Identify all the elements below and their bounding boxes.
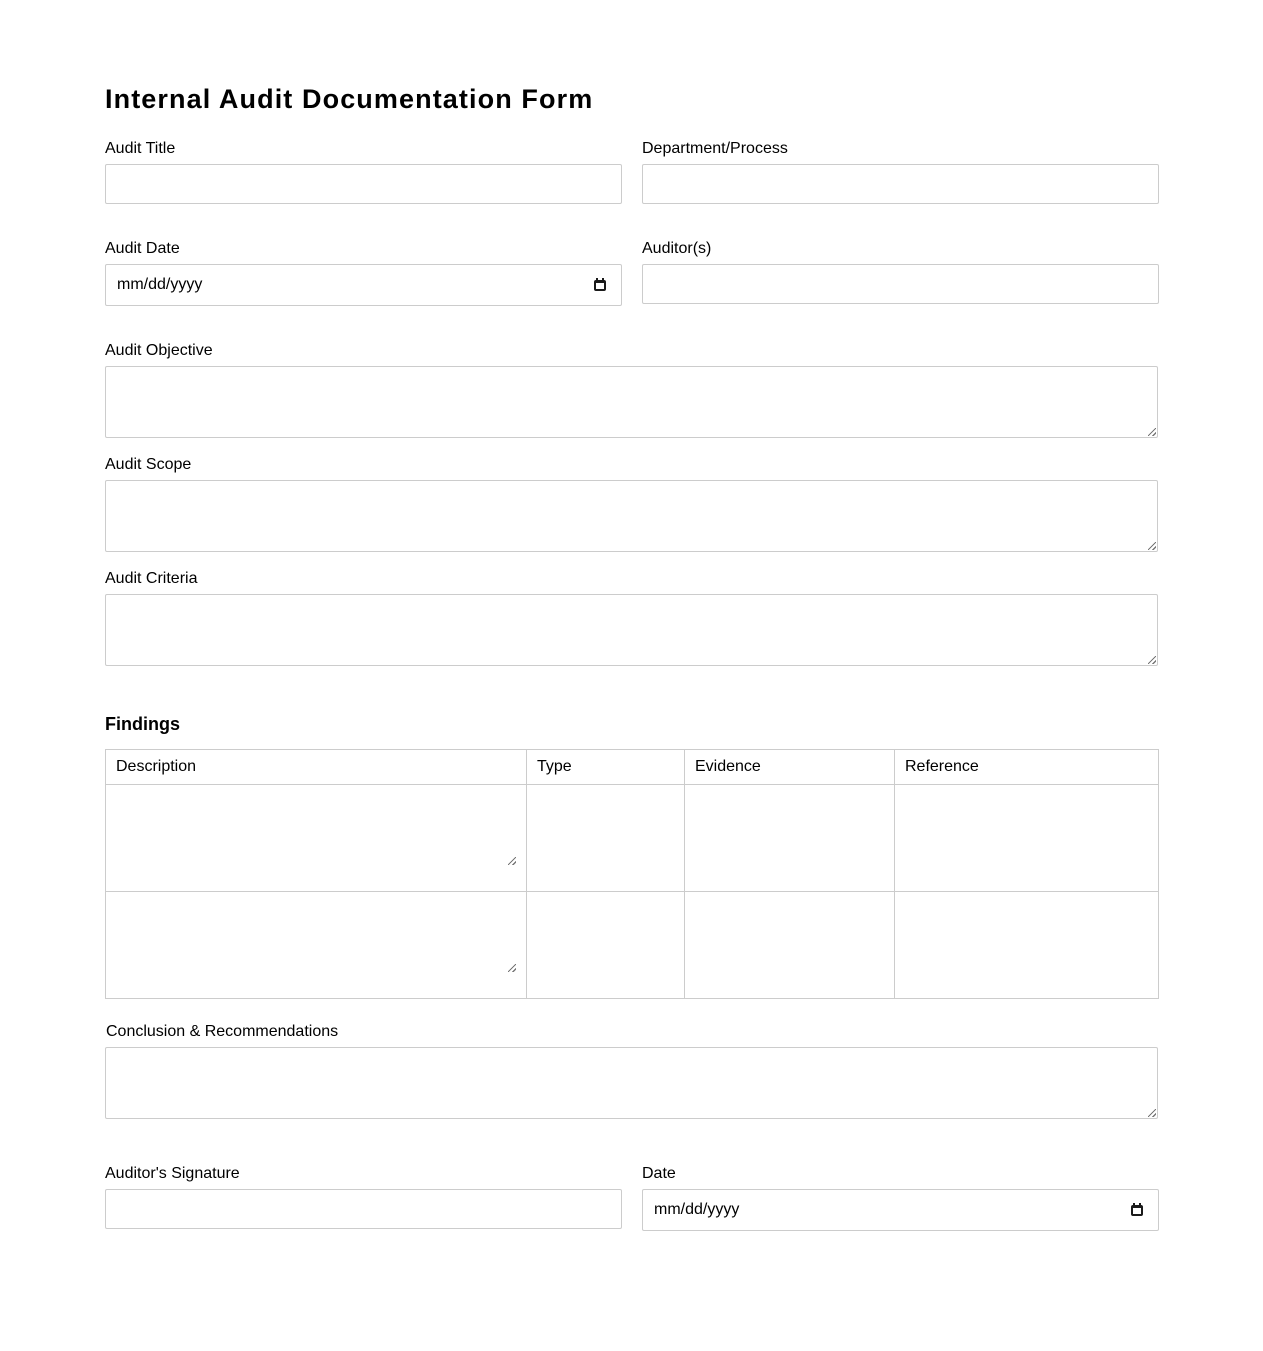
conclusion-label: Conclusion & Recommendations [106, 1023, 339, 1040]
type-cell[interactable] [527, 785, 685, 892]
column-header-type: Type [527, 750, 685, 785]
objective-wrapper [105, 366, 1158, 438]
objective-label: Audit Objective [105, 342, 213, 359]
findings-header-row [106, 750, 1159, 785]
findings-heading: Findings [105, 714, 180, 734]
audit-title-input[interactable] [105, 164, 622, 204]
column-header-reference: Reference [895, 750, 1159, 785]
table-row [106, 785, 1159, 892]
page-title: Internal Audit Documentation Form [105, 84, 594, 114]
auditors-input[interactable] [642, 264, 1159, 304]
auditors-label: Auditor(s) [642, 240, 712, 257]
audit-date-placeholder: mm/dd/yyyy [117, 276, 203, 293]
evidence-cell[interactable] [685, 785, 895, 892]
criteria-textarea[interactable] [105, 594, 1158, 666]
scope-textarea[interactable] [105, 480, 1158, 552]
scope-label: Audit Scope [105, 456, 192, 473]
criteria-label: Audit Criteria [105, 570, 198, 587]
type-cell[interactable] [527, 892, 685, 999]
audit-date-input[interactable] [105, 264, 622, 306]
department-input[interactable] [642, 164, 1159, 204]
scope-wrapper [105, 480, 1158, 552]
findings-table [105, 749, 1159, 999]
evidence-cell[interactable] [685, 892, 895, 999]
criteria-wrapper [105, 594, 1158, 666]
department-label: Department/Process [642, 140, 788, 157]
calendar-icon[interactable] [1130, 1203, 1144, 1217]
sign-date-input[interactable] [642, 1189, 1159, 1231]
sign-date-label: Date [642, 1165, 676, 1182]
conclusion-wrapper [105, 1047, 1158, 1119]
finding-description-textarea[interactable] [116, 902, 516, 974]
column-header-description: Description [106, 750, 527, 785]
signature-label: Auditor's Signature [105, 1165, 240, 1182]
description-cell [106, 785, 527, 892]
table-row [106, 892, 1159, 999]
column-header-evidence: Evidence [685, 750, 895, 785]
sign-date-placeholder: mm/dd/yyyy [654, 1201, 740, 1218]
finding-description-textarea[interactable] [116, 795, 516, 867]
objective-textarea[interactable] [105, 366, 1158, 438]
description-cell [106, 892, 527, 999]
conclusion-textarea[interactable] [105, 1047, 1158, 1119]
reference-cell[interactable] [895, 892, 1159, 999]
audit-date-label: Audit Date [105, 240, 180, 257]
reference-cell[interactable] [895, 785, 1159, 892]
calendar-icon[interactable] [593, 278, 607, 292]
audit-title-label: Audit Title [105, 140, 176, 157]
signature-input[interactable] [105, 1189, 622, 1229]
